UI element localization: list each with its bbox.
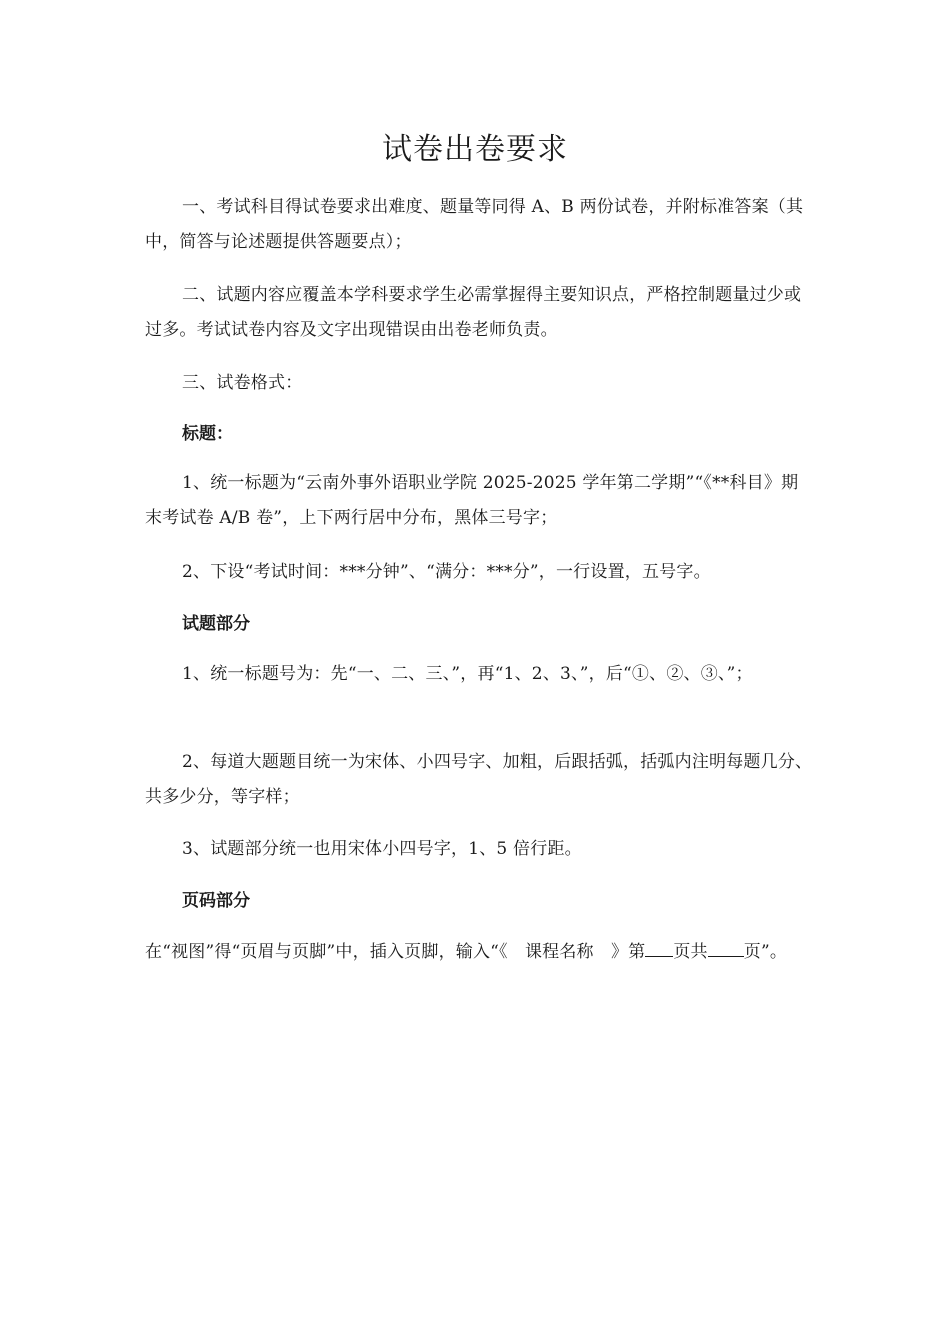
question-rule-1: 1、统一标题号为：先“一、二、三、”，再“1、2、3、”，后“①、②、③、”；: [182, 664, 753, 684]
question-rule-2: 2、每道大题题目统一为宋体、小四号字、加粗，后跟括弧，括弧内注明每题几分、共多少分，等字样；: [145, 752, 813, 807]
paragraph-format-heading: 三、试卷格式：: [182, 373, 303, 393]
page-title: 试卷出卷要求: [382, 132, 568, 167]
section-heading-page-numbers: 页码部分: [182, 891, 250, 911]
page-number-blank-total: [708, 938, 744, 957]
question-rule-3: 3、试题部分统一也用宋体小四号字，1、5 倍行距。: [182, 839, 582, 859]
title-rule-1: 1、统一标题为“云南外事外语职业学院 2025-2025 学年第二学期”“《**科目》期末考试卷 A/B 卷”，上下两行居中分布，黑体三号字；: [145, 473, 799, 528]
section-heading-title: 标题：: [182, 424, 233, 444]
section-heading-questions: 试题部分: [182, 614, 250, 634]
page-number-text-middle: 页共: [673, 942, 708, 962]
paragraph-content-coverage: 二、试题内容应覆盖本学科要求学生必需掌握得主要知识点，严格控制题量过少或过多。考试试卷内容及文字出现错误由出卷老师负责。: [145, 285, 802, 340]
page-number-text-before: 在“视图”得“页眉与页脚”中，插入页脚，输入“《 课程名称 》第: [145, 942, 646, 962]
page-number-instructions: [145, 935, 813, 970]
page-number-text-after: 页”。: [743, 942, 788, 962]
title-rule-2: 2、下设“考试时间：***分钟”、“满分：***分”，一行设置，五号字。: [182, 562, 711, 582]
page-number-blank-current: [645, 938, 673, 957]
paragraph-difficulty-requirement: 一、考试科目得试卷要求出难度、题量等同得 A、B 两份试卷，并附标准答案（其中，简答与论述题提供答题要点）；: [145, 197, 804, 252]
